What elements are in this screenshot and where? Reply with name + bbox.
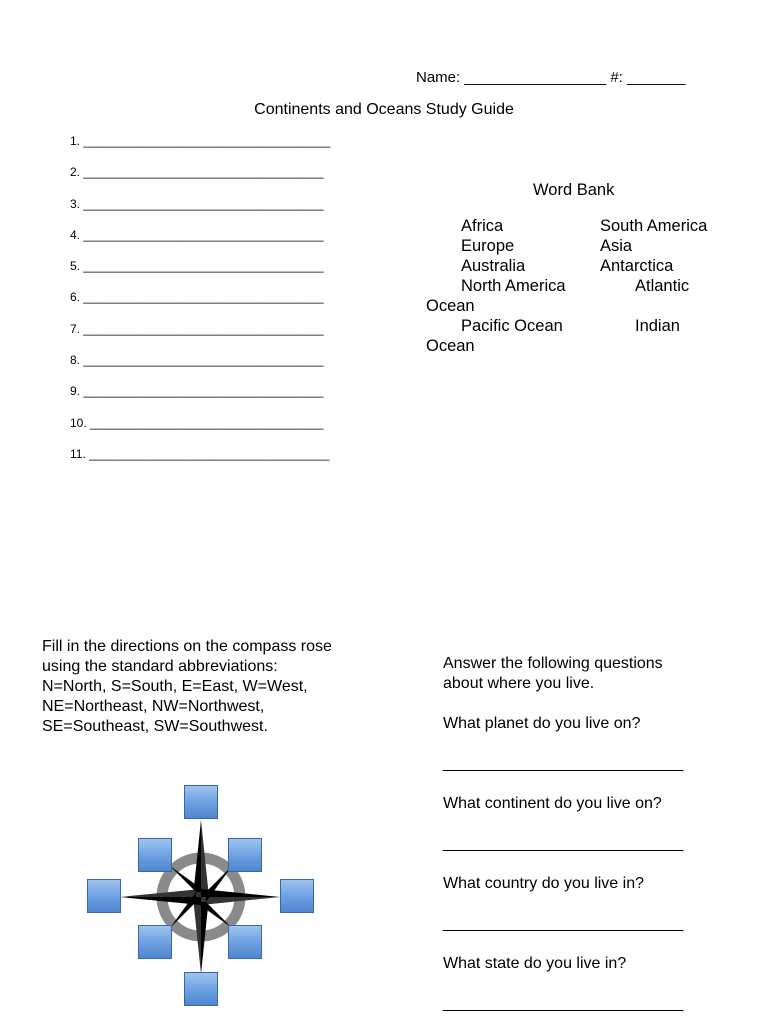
compass-box-se[interactable] xyxy=(228,925,262,959)
answer-line[interactable]: ___________________________ xyxy=(443,995,684,1012)
compass-box-e[interactable] xyxy=(280,879,314,913)
instruction-line: using the standard abbreviations: xyxy=(42,658,278,675)
word-bank-word: Ocean xyxy=(426,337,475,355)
word-bank-row xyxy=(426,337,756,357)
word-bank-word: Atlantic xyxy=(635,277,690,295)
answer-blank-9[interactable]: 9. ____________________________________ xyxy=(70,384,324,399)
word-bank-word: Australia xyxy=(461,257,526,275)
word-bank-word: Europe xyxy=(461,237,515,255)
compass-box-nw[interactable] xyxy=(138,838,172,872)
instruction-line: Fill in the directions on the compass rose xyxy=(42,638,332,655)
question-text: What country do you live in? xyxy=(443,875,644,892)
instruction-line: NE=Northeast, NW=Northwest, xyxy=(42,698,265,715)
answer-line[interactable]: ___________________________ xyxy=(443,835,684,852)
word-bank xyxy=(426,217,756,357)
question-text: What continent do you live on? xyxy=(443,795,662,812)
word-bank-row xyxy=(426,277,756,297)
instruction-line: N=North, S=South, E=East, W=West, xyxy=(42,678,308,695)
compass-box-ne[interactable] xyxy=(228,838,262,872)
questions-intro-line: Answer the following questions xyxy=(443,655,663,672)
name-number-line: Name: _________________ #: _______ xyxy=(416,69,686,86)
compass-instructions xyxy=(42,637,382,737)
compass-box-sw[interactable] xyxy=(138,925,172,959)
question-text: What state do you live in? xyxy=(443,955,627,972)
compass-rose xyxy=(80,780,325,1015)
word-bank-row xyxy=(426,237,756,257)
answer-blank-6[interactable]: 6. ____________________________________ xyxy=(70,290,324,305)
answer-line[interactable]: ___________________________ xyxy=(443,755,684,772)
word-bank-word: Ocean xyxy=(426,297,475,315)
instruction-line: SE=Southeast, SW=Southwest. xyxy=(42,718,268,735)
word-bank-word: South America xyxy=(600,217,708,235)
answer-blank-list xyxy=(70,134,330,478)
page-title: Continents and Oceans Study Guide xyxy=(254,101,514,118)
compass-box-w[interactable] xyxy=(87,879,121,913)
question-text: What planet do you live on? xyxy=(443,715,641,732)
answer-blank-10[interactable]: 10. ___________________________________ xyxy=(70,415,324,430)
word-bank-word: Africa xyxy=(461,217,504,235)
answer-blank-5[interactable]: 5. ____________________________________ xyxy=(70,259,324,274)
answer-blank-11[interactable]: 11. ____________________________________ xyxy=(70,446,330,461)
answer-blank-7[interactable]: 7. ____________________________________ xyxy=(70,321,324,336)
answer-blank-1[interactable]: 1. _____________________________________ xyxy=(70,134,331,148)
word-bank-word: Indian xyxy=(635,317,680,335)
word-bank-row xyxy=(426,297,756,317)
word-bank-word: Asia xyxy=(600,237,633,255)
word-bank-word: North America xyxy=(461,277,566,295)
word-bank-title: Word Bank xyxy=(533,181,615,199)
answer-blank-8[interactable]: 8. ____________________________________ xyxy=(70,353,324,368)
word-bank-row xyxy=(426,257,756,277)
word-bank-word: Pacific Ocean xyxy=(461,317,563,335)
word-bank-row xyxy=(426,317,756,337)
questions-intro-line: about where you live. xyxy=(443,675,595,692)
answer-blank-2[interactable]: 2. ____________________________________ xyxy=(70,165,324,180)
compass-box-s[interactable] xyxy=(184,972,218,1006)
answer-blank-4[interactable]: 4. ____________________________________ xyxy=(70,227,324,242)
answer-blank-3[interactable]: 3. ____________________________________ xyxy=(70,196,324,211)
questions-section xyxy=(443,654,743,1014)
answer-line[interactable]: ___________________________ xyxy=(443,915,684,932)
compass-box-n[interactable] xyxy=(184,785,218,819)
word-bank-row xyxy=(426,217,756,237)
word-bank-word: Antarctica xyxy=(600,257,674,275)
